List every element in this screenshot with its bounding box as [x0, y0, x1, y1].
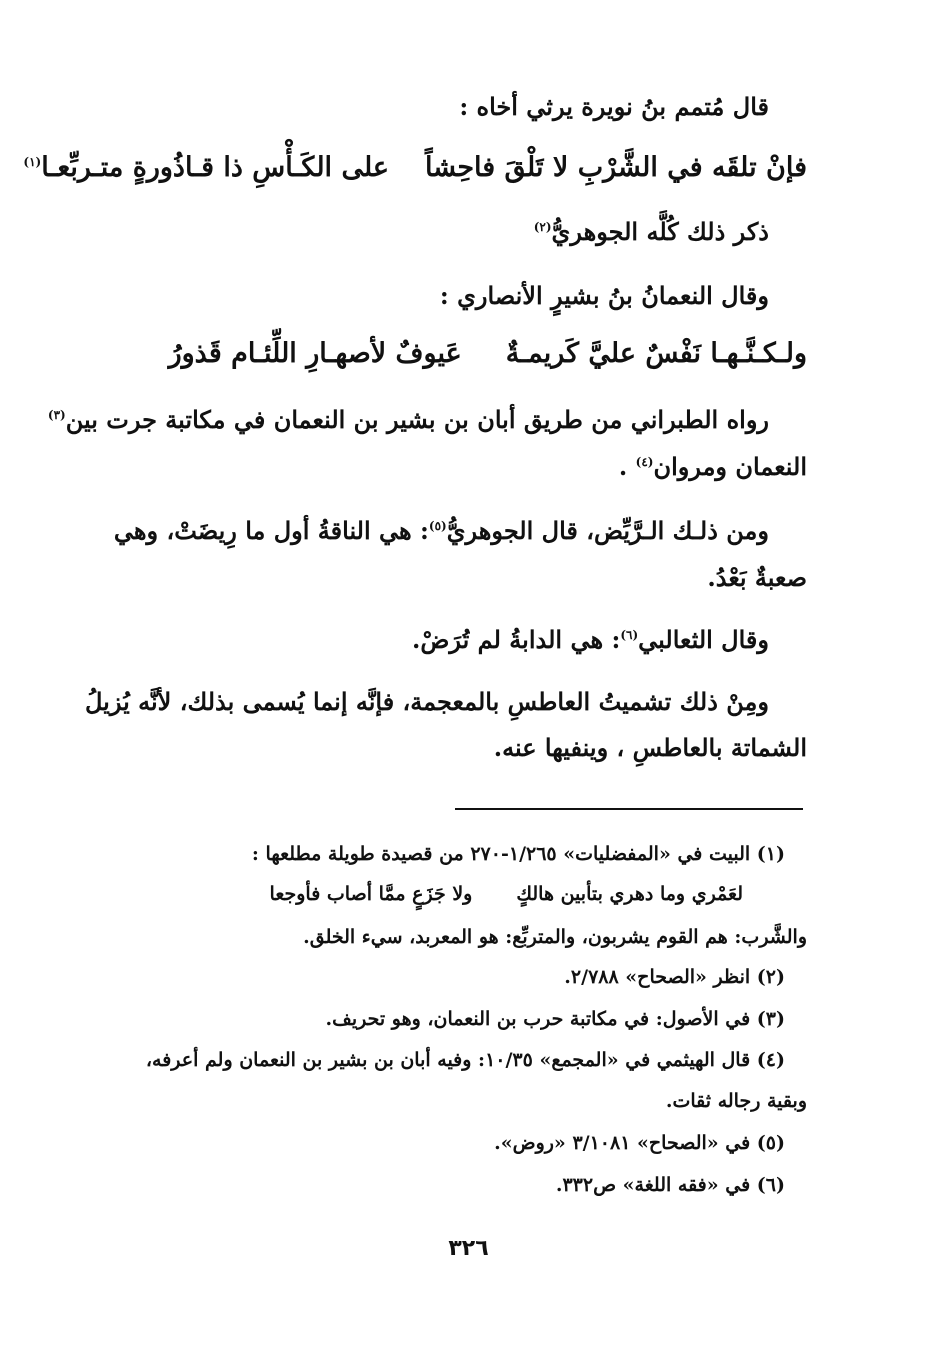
body-line-4: [128, 282, 769, 311]
footnote-ref-5[interactable]: (٥): [428, 519, 447, 533]
footnote-1-gloss-text: والشَّرب: هم القوم يشربون، والمتربِّع: هو المعربد، سيء الخلق.: [303, 926, 807, 948]
footnote-1-text: (١) البيت في «المفضليات» ١/٢٦٥-٢٧٠ من قصيدة طويلة مطلعها :: [251, 843, 785, 865]
verse-1-hemistich-1: فإنْ تلقَه في الشَّرْبِ لا تَلْقَ فاحِشاً: [425, 152, 807, 183]
footnote-1-gloss: [128, 926, 807, 949]
footnote-6-text: (٦) في «فقه اللغة» ص٣٣٢.: [555, 1174, 785, 1196]
verse-2: [128, 338, 807, 370]
footnote-4-text-end: وبقية رجاله ثقات.: [665, 1090, 807, 1112]
numan-marwan: النعمان ومروان: [653, 452, 807, 481]
verse-2-hemistich-1: ولـكـنَّـهـا نَفْسٌ عليَّ كَريمـةٌ: [505, 338, 807, 369]
thaalibi-mention: وقال الثعالبي: [638, 625, 769, 654]
page-number: ٣٢٦: [448, 1236, 489, 1261]
footnote-ref-3[interactable]: (٣): [47, 408, 66, 422]
body-line-1: [128, 93, 769, 122]
rayyid-definition: : هي الناقةُ أول ما رِيضَتْ، وهي: [113, 516, 429, 545]
verse-1-hemistich-2: على الكَـأْسِ ذا قـاذُورةٍ متـربِّعـا: [41, 152, 389, 183]
footnote-4: [128, 1049, 785, 1072]
tabarani-narration: رواه الطبراني من طريق أبان بن بشير بن النعمان في مكاتبة جرت بين: [65, 405, 769, 434]
footnote-4-cont: [128, 1090, 807, 1113]
verse-2-hemistich-2: عَيوفٌ لأصهـارِ اللِّئـام قَذورُ: [168, 338, 462, 369]
sentence-end: .: [618, 452, 636, 481]
footnote-1: [128, 843, 785, 866]
footnote-2: [128, 966, 785, 989]
footnote-ref-6[interactable]: (٦): [620, 628, 639, 642]
verse-1: [23, 152, 807, 184]
body-line-6: [47, 405, 769, 435]
footnote-2-text: (٢) انظر «الصحاح» ٢/٧٨٨.: [564, 966, 785, 988]
body-line-8: [113, 516, 769, 546]
tashmit-paragraph-end: الشماتة بالعاطسِ ، وينفيها عنه.: [493, 733, 807, 762]
footnote-separator: [455, 808, 803, 810]
intro-mutammim: قال مُتمم بنُ نويرة يرثي أخاه :: [459, 92, 769, 121]
body-line-11: [85, 687, 769, 717]
footnote-5: [128, 1132, 785, 1155]
footnote-1-verse: [200, 883, 743, 906]
body-line-10: [128, 626, 769, 655]
footnote-ref-1[interactable]: (١): [23, 155, 42, 169]
intro-numan: وقال النعمانُ بنُ بشيرٍ الأنصاري :: [439, 281, 769, 310]
footnote-3-text: (٣) في الأصول: في مكاتبة حرب بن النعمان، وهو تحريف.: [325, 1008, 785, 1030]
footnote-1-verse-hemistich-1: لعَمْري وما دهري بتأبين هالكٍ: [516, 883, 743, 905]
rayyid-definition-start: ومن ذلـك الـرَّيِّض، قال الجوهريُّ: [446, 516, 769, 545]
footnote-ref-4[interactable]: (٤): [635, 455, 654, 469]
body-line-7: [128, 453, 807, 482]
footnote-6: [128, 1174, 785, 1197]
body-line-3: [128, 218, 769, 247]
body-line-12: [128, 734, 807, 763]
body-line-9: [128, 564, 807, 593]
jawhari-mention: ذكر ذلك كُلَّه الجوهريُّ: [551, 217, 769, 246]
footnote-ref-2[interactable]: (٢): [533, 220, 552, 234]
tashmit-paragraph: ومِنْ ذلك تشميتُ العاطسِ بالمعجمة، فإنَّه إنما يُسمى بذلك، لأنَّه يُزيلُ: [85, 687, 769, 716]
thaalibi-definition: : هي الدابةُ لم تُرَضْ.: [412, 625, 621, 654]
footnote-4-text: (٤) قال الهيثمي في «المجمع» ١٠/٣٥: وفيه أبان بن بشير بن النعمان ولم أعرفه،: [145, 1049, 785, 1071]
footnote-5-text: (٥) في «الصحاح» ٣/١٠٨١ «روض».: [494, 1132, 785, 1154]
rayyid-definition-end: صعبةٌ بَعْدُ.: [707, 563, 807, 592]
footnote-1-verse-hemistich-2: ولا جَزَعٍ ممَّا أصاب فأوجعا: [269, 883, 473, 905]
footnote-3: [128, 1008, 785, 1031]
